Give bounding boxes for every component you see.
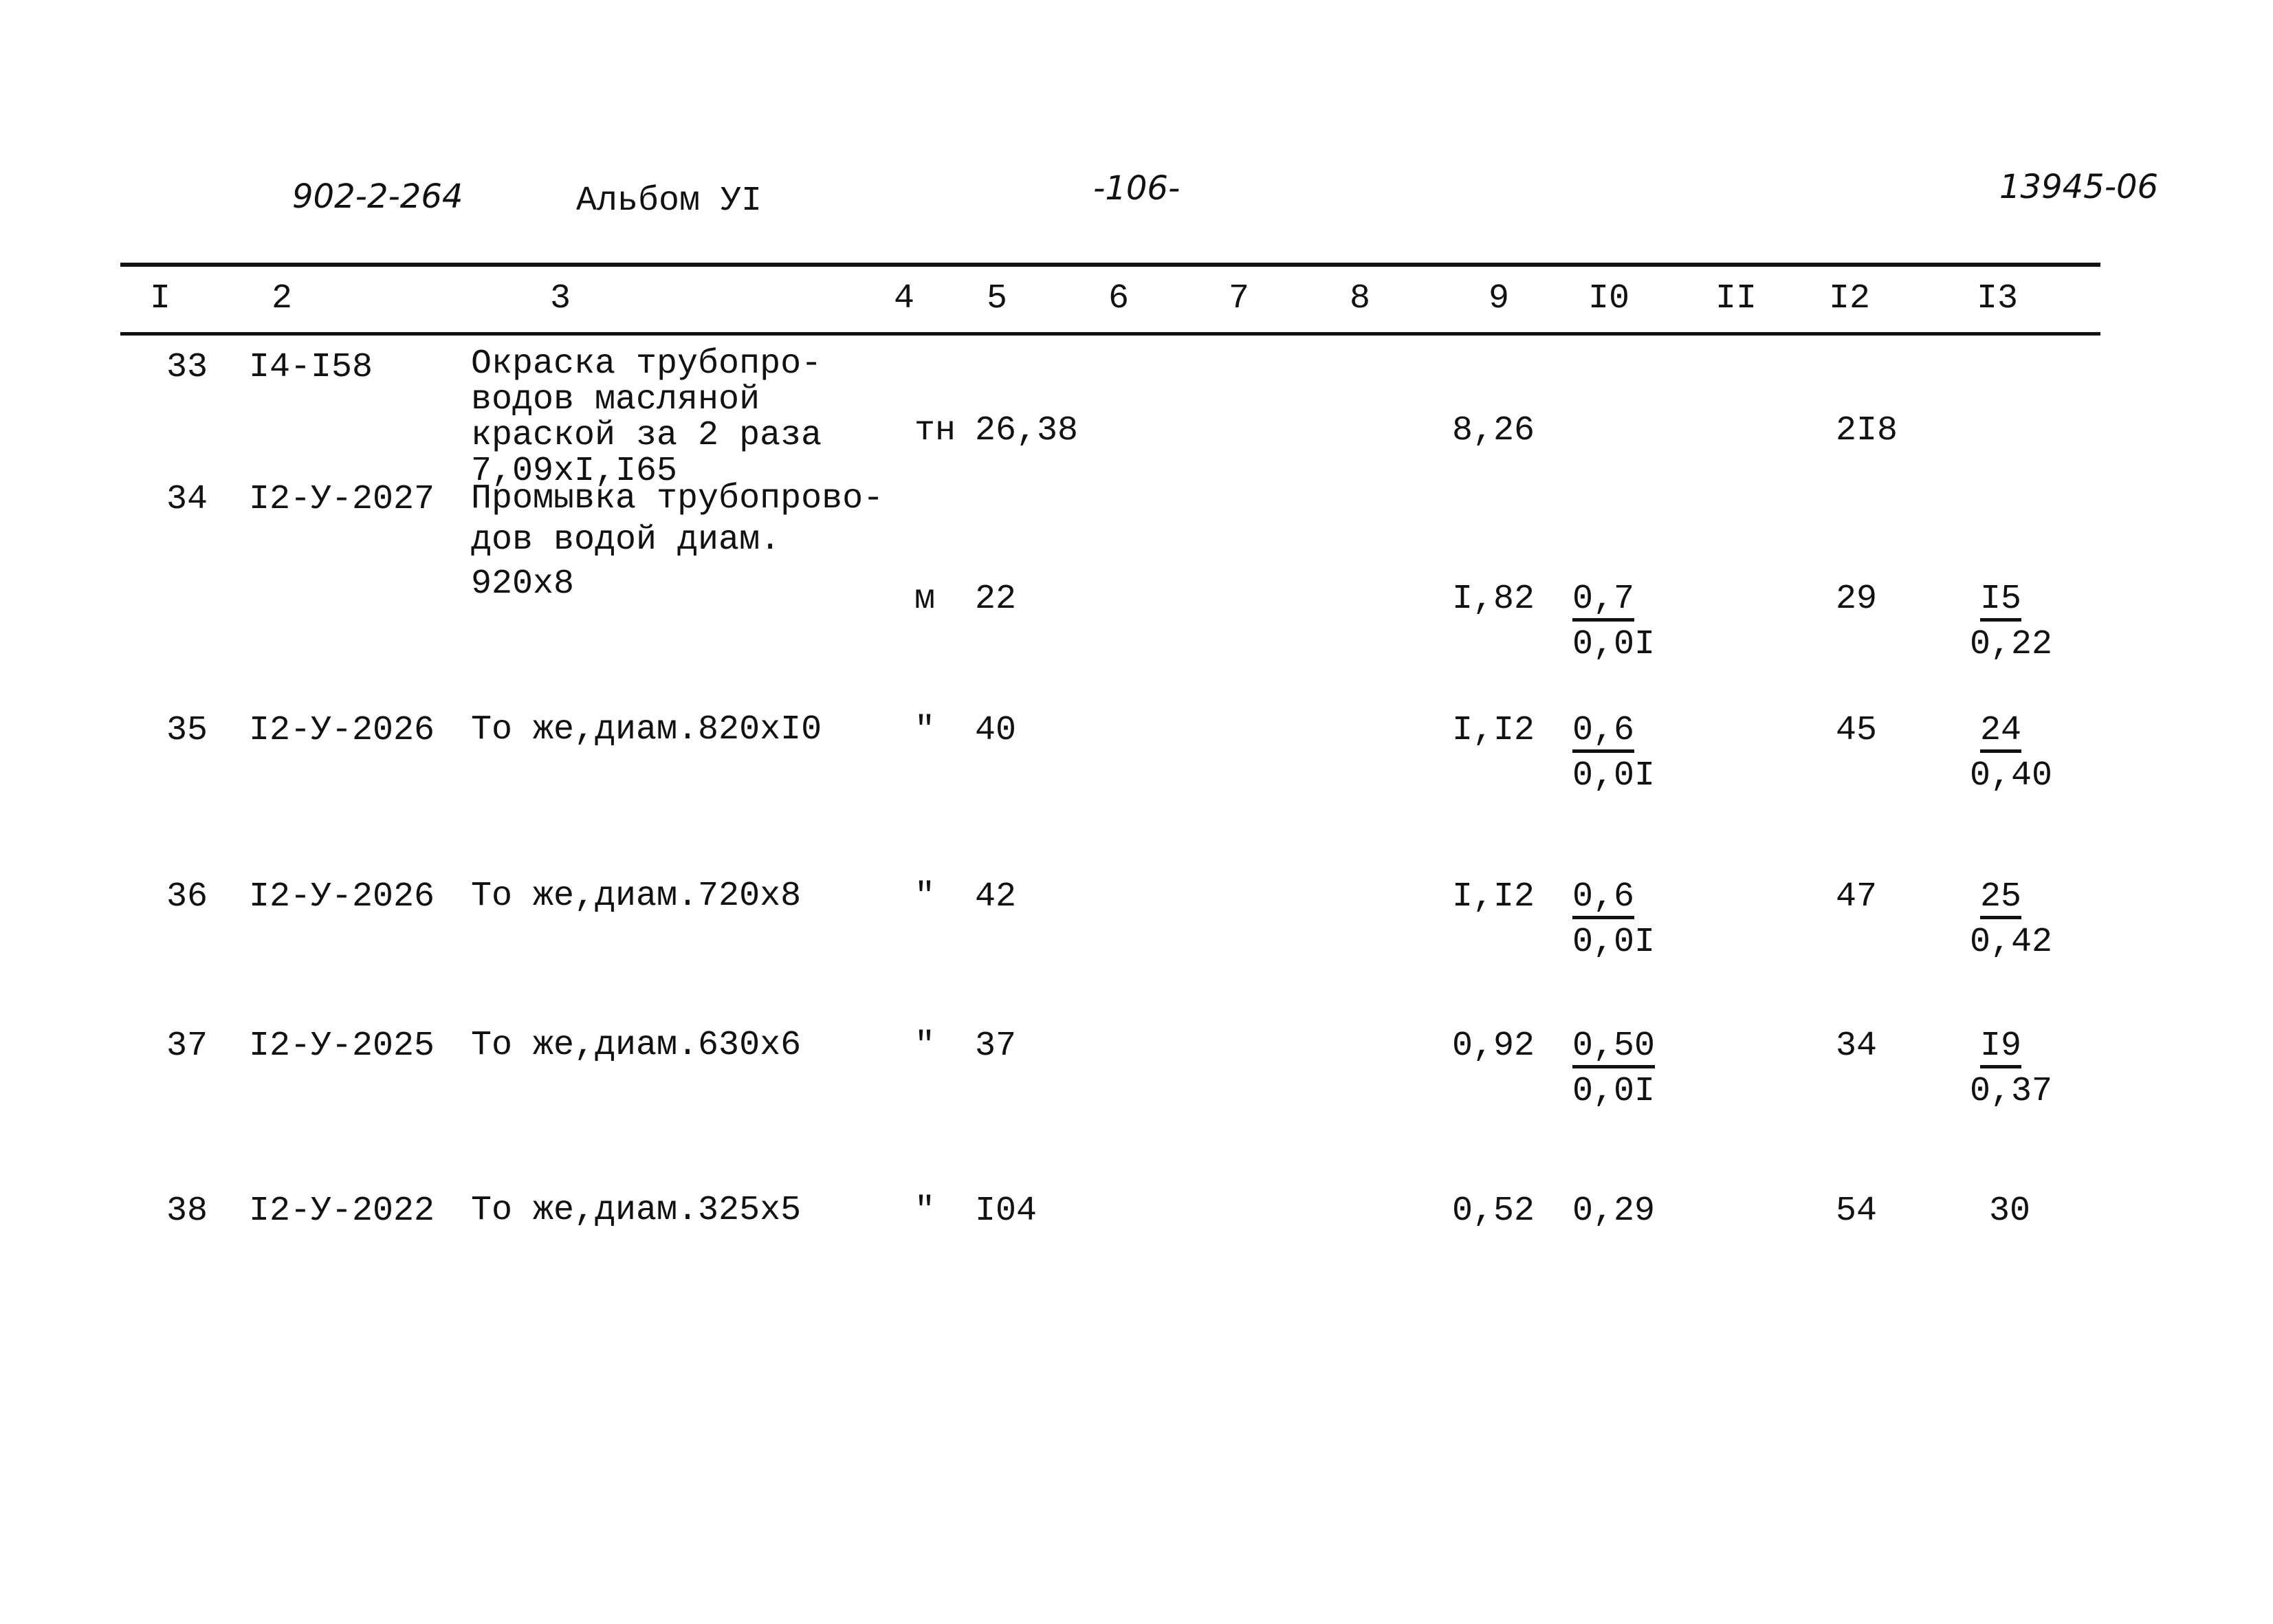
norm-code: I4-I58 [249,348,373,387]
row-number: 37 [166,1027,208,1066]
col10-numerator: 0,29 [1572,1192,1656,1231]
description-line: Окраска трубопро- [471,344,822,384]
col9-value: 0,92 [1452,1027,1535,1066]
row-number: 33 [166,348,208,387]
page-number: -106- [1093,169,1181,208]
work-description [471,344,822,491]
row-number: 36 [166,877,208,917]
column-header-7: 7 [1229,279,1250,318]
quantity: 26,38 [975,411,1079,450]
col10-denominator: 0,0I [1572,923,1656,962]
unit: " [914,711,936,750]
unit: " [914,877,936,917]
quantity: 42 [975,877,1017,917]
description-line: 920х8 [471,564,575,604]
quantity: 22 [975,580,1017,619]
column-header-9: 9 [1489,279,1510,318]
col12-value: 45 [1836,711,1878,750]
unit: тн [914,411,956,450]
quantity: I04 [975,1192,1037,1231]
col12-value: 2I8 [1836,411,1898,450]
work-description [471,1025,801,1066]
col13-denominator: 0,40 [1970,756,2053,795]
description-line: То же,диам.720х8 [471,877,802,916]
col9-value: I,I2 [1452,877,1535,917]
description-line: Промывка трубопрово- [471,479,884,518]
album-label: Альбом УI [576,182,762,221]
column-header-1: I [150,279,171,318]
description-line: водов масляной [471,380,760,419]
col13-denominator: 0,42 [1970,923,2053,962]
work-description [471,876,801,917]
row-number: 35 [166,711,208,750]
table-header-rule [120,332,2100,336]
description-line: 7,09хI,I65 [471,452,678,491]
description-line: То же,диам.820хI0 [471,710,822,749]
col9-value: 0,52 [1452,1192,1535,1231]
description-line: дов водой диам. [471,520,781,560]
col12-value: 34 [1836,1027,1878,1066]
norm-code: I2-У-2027 [249,480,435,519]
unit: " [914,1027,936,1066]
col10-denominator: 0,0I [1572,625,1656,664]
col13-numerator: 24 [1980,714,2021,753]
norm-code: I2-У-2026 [249,711,435,750]
work-description [471,710,822,751]
quantity: 40 [975,711,1017,750]
column-header-13: I3 [1977,279,2019,318]
column-header-2: 2 [272,279,293,318]
column-header-4: 4 [894,279,915,318]
col12-value: 54 [1836,1192,1878,1231]
archive-number: 13945-06 [1999,168,2159,206]
col10-numerator: 0,6 [1572,880,1634,919]
col10-numerator: 0,7 [1572,582,1634,622]
col12-value: 29 [1836,580,1878,619]
col13-denominator: 0,37 [1970,1072,2053,1111]
column-header-5: 5 [987,279,1008,318]
col12-value: 47 [1836,877,1878,917]
work-description [471,1190,801,1231]
unit: " [914,1192,936,1231]
col10-denominator: 0,0I [1572,1072,1656,1111]
quantity: 37 [975,1027,1017,1066]
col10-numerator: 0,6 [1572,714,1634,753]
work-description [471,479,883,605]
column-header-3: 3 [550,279,571,318]
description-line: То же,диам.630х6 [471,1026,802,1065]
col9-value: I,I2 [1452,711,1535,750]
col13-denominator: 0,22 [1970,625,2053,664]
norm-code: I2-У-2025 [249,1027,435,1066]
col13-numerator: I5 [1980,582,2021,622]
norm-code: I2-У-2022 [249,1192,435,1231]
col10-numerator: 0,50 [1572,1029,1655,1068]
column-header-11: II [1715,279,1757,318]
column-header-8: 8 [1350,279,1371,318]
column-header-10: I0 [1588,279,1630,318]
col13-numerator: 25 [1980,880,2021,919]
norm-code: I2-У-2026 [249,877,435,917]
description-line: То же,диам.325х5 [471,1191,802,1230]
unit: м [914,580,936,619]
document-code: 902-2-264 [292,177,463,216]
col13-numerator: 30 [1989,1192,2031,1231]
col10-denominator: 0,0I [1572,756,1656,795]
col9-value: 8,26 [1452,411,1535,450]
col13-numerator: I9 [1980,1029,2021,1068]
row-number: 34 [166,480,208,519]
column-header-12: I2 [1829,279,1871,318]
col9-value: I,82 [1452,580,1535,619]
description-line: краской за 2 раза [471,416,822,455]
column-header-6: 6 [1108,279,1130,318]
row-number: 38 [166,1192,208,1231]
table-top-rule [120,263,2100,267]
